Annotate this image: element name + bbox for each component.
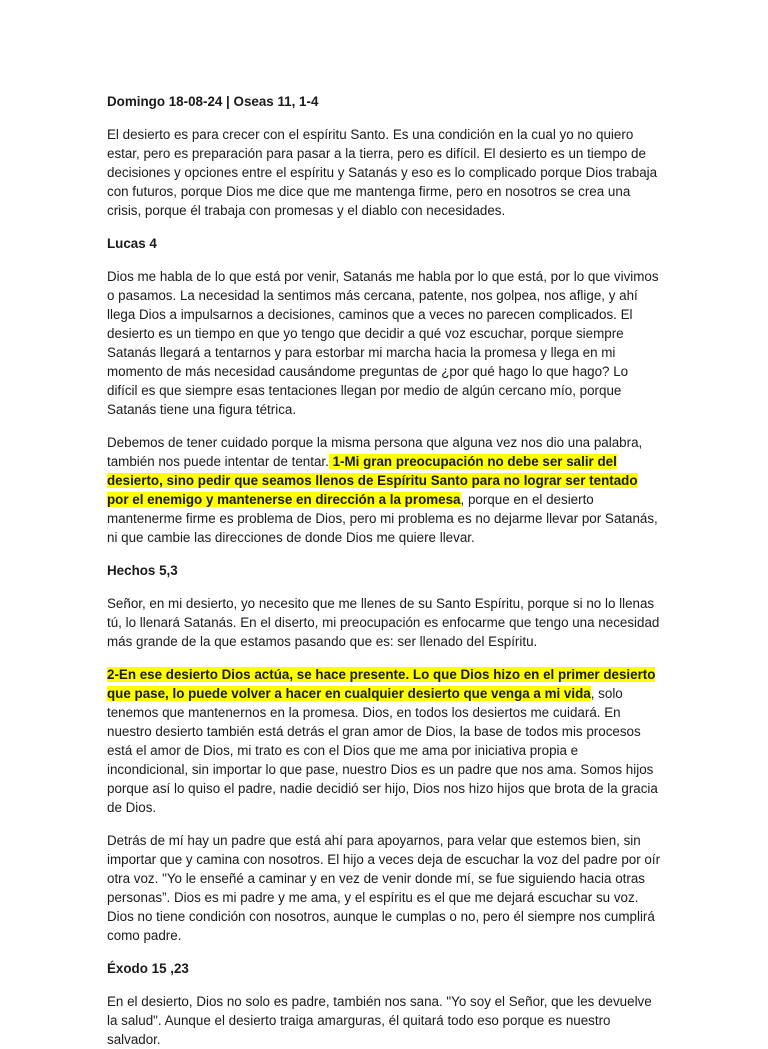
paragraph-point-2-end: , solo tenemos que mantenernos en la promesa. Dios, en todos los desiertos me cuidará. En nuestro desierto también está detrás el gran amor de Dios, la base de todos mis procesos está el amor de Dios, mi trato es con el Dios que me ama por iniciativa propia e incondicional, sin importar lo que pase, nuestro Dios es un padre que nos ama. Somos hijos porque así lo quiso el padre, nadie decidió ser hijo, Dios nos hizo hijos que brota de la gracia de Dios.: [107, 686, 658, 815]
paragraph-intro: El desierto es para crecer con el espíritu Santo. Es una condición en la cual yo no quiero estar, pero es preparación para pasar a la tierra, pero es difícil. El desierto es un tiempo de decisiones y opciones entre el espíritu y Satanás y eso es lo complicado porque Dios trabaja con futuros, porque Dios me dice que me mantenga firme, pero en nosotros se crea una crisis, porque él trabaja con promesas y el diablo con necesidades.: [107, 127, 658, 218]
paragraph-father: Detrás de mí hay un padre que está ahí para apoyarnos, para velar que estemos bien, sin importar que y camina con nosotros. El hijo a veces deja de escuchar la voz del padre por oír otra voz. "Yo le enseñé a caminar y en vez de venir donde mí, se fue siguiendo hacia otras personas”. Dios es mi padre y me ama, y el espíritu es el que me dejará escuchar su voz. Dios no tiene condición con nosotros, aunque le cumplas o no, pero él siempre nos cumplirá como padre.: [107, 833, 661, 943]
highlight-point-1: 1-Mi gran preocupación no debe ser salir del desierto, sino pedir que seamos llenos de Espíritu Santo para no lograr ser tentado por el enemigo y mantenerse en dirección a la promesa: [107, 454, 638, 507]
heading-hechos: Hechos 5,3: [107, 563, 178, 578]
highlight-point-2: 2-En ese desierto Dios actúa, se hace presente. Lo que Dios hizo en el primer desierto que pase, lo puede volver a hacer en cualquier desierto que venga a mi vida: [107, 667, 656, 701]
paragraph-point-2: [107, 665, 662, 817]
paragraph-caution-end: , porque en el desierto mantenerme firme es problema de Dios, pero mi problema es no dejarme llevar por Satanás, ni que cambie las direcciones de donde Dios me quiere llevar.: [107, 492, 658, 545]
paragraph-caution-start: Debemos de tener cuidado porque la misma persona que alguna vez nos dio una palabra, también nos puede intentar de tentar.: [107, 435, 643, 469]
paragraph-caution: [107, 433, 662, 547]
paragraph-exodo: En el desierto, Dios no solo es padre, también nos sana. "Yo soy el Señor, que les devuelve la salud". Aunque el desierto traiga amarguras, él quitará todo eso porque es nuestro salvador.: [107, 994, 652, 1047]
paragraph-hechos: Señor, en mi desierto, yo necesito que me llenes de su Santo Espíritu, porque si no lo llenas tú, lo llenará Satanás. En el diserto, mi preocupación es enfocarme que tengo una necesidad más grande de la que estamos pasando que es: ser llenado del Espíritu.: [107, 596, 660, 649]
heading-exodo: Éxodo 15 ,23: [107, 961, 189, 976]
document-title: Domingo 18-08-24 | Oseas 11, 1-4: [107, 94, 319, 109]
paragraph-lucas: Dios me habla de lo que está por venir, Satanás me habla por lo que está, por lo que vivimos o pasamos. La necesidad la sentimos más cercana, patente, nos golpea, nos aflige, y ahí llega Dios a impulsarnos a decisiones, caminos que a veces no parecen complicados. El desierto es un tiempo en que yo tengo que decidir a qué voz escuchar, porque siempre Satanás llegará a tentarnos y para estorbar mi marcha hacia la promesa y llega en mi momento de más necesidad causándome preguntas de ¿por qué hago lo que hago? Lo difícil es que siempre esas tentaciones llegan por medio de algún cercano mío, porque Satanás tiene una figura tétrica.: [107, 269, 659, 417]
heading-lucas: Lucas 4: [107, 236, 157, 251]
